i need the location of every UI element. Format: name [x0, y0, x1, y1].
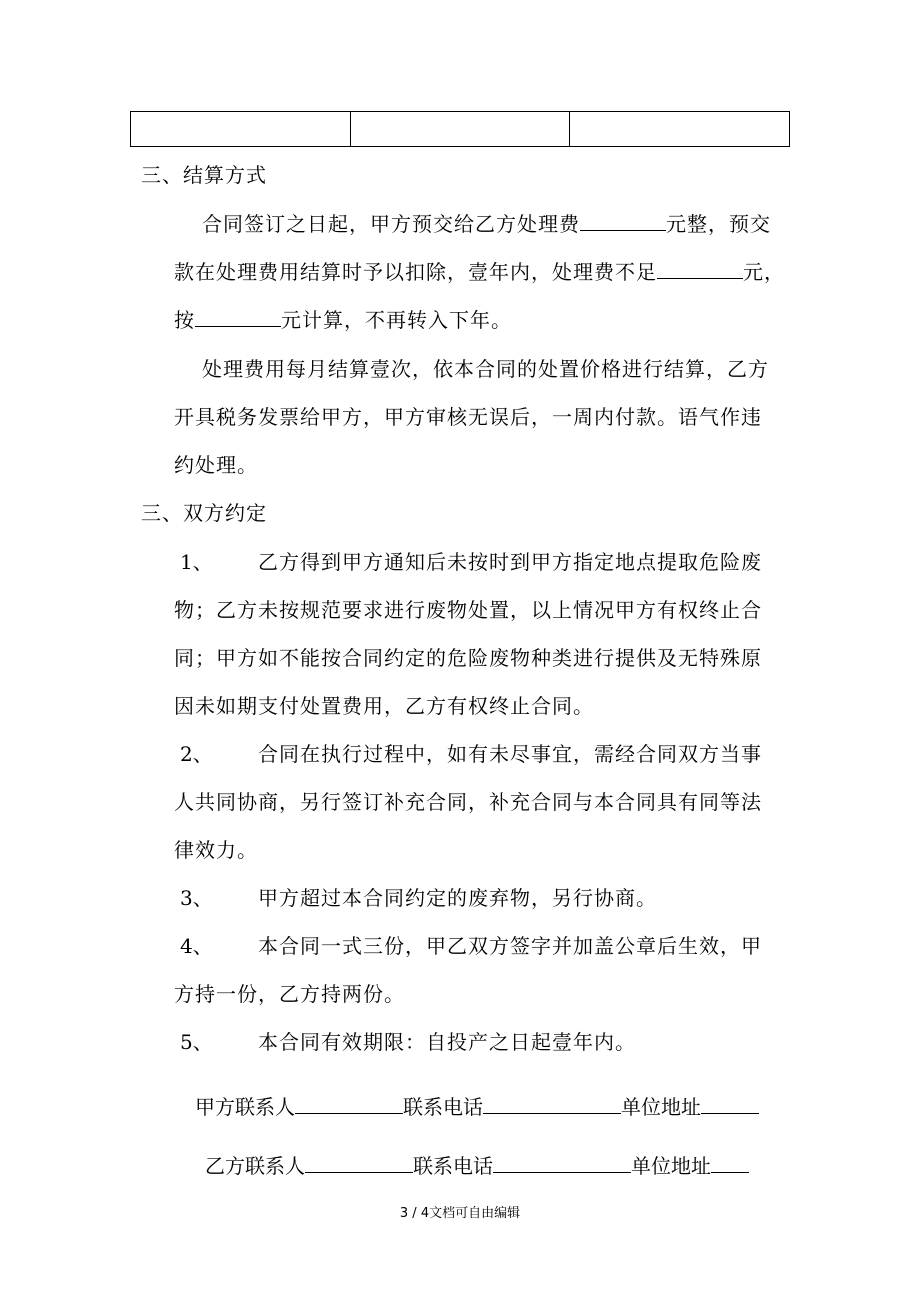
- paragraph-line: 开具税务发票给甲方，甲方审核无误后，一周内付款。语气作违: [174, 405, 762, 429]
- paragraph-line: [174, 307, 512, 333]
- text: 元，: [743, 260, 785, 284]
- table-cell: [131, 112, 351, 146]
- page-footer: 3 / 4文档可自由编辑: [399, 1206, 521, 1221]
- item-line: 律效力。: [174, 838, 258, 862]
- item-number: 1、: [180, 550, 213, 574]
- table-cell: [570, 112, 789, 146]
- contact-label: 乙方联系人: [205, 1154, 305, 1178]
- address-label: 单位地址: [621, 1095, 701, 1119]
- item-line: 同；甲方如不能按合同约定的危险废物种类进行提供及无特殊原: [174, 646, 762, 670]
- item-line: 合同在执行过程中，如有未尽事宜，需经合同双方当事: [258, 742, 762, 766]
- fill-blank[interactable]: [493, 1154, 631, 1173]
- paragraph-line: 约处理。: [174, 453, 258, 477]
- fill-blank[interactable]: [701, 1095, 759, 1114]
- text: 按: [174, 308, 195, 332]
- text: 元整，预交: [666, 212, 771, 236]
- fill-blank[interactable]: [580, 212, 666, 231]
- fill-blank[interactable]: [305, 1154, 413, 1173]
- item-number: 4、: [180, 934, 213, 958]
- item-number: 2、: [180, 742, 213, 766]
- item-number: 3、: [180, 886, 213, 910]
- contact-label: 甲方联系人: [195, 1095, 295, 1119]
- item-line: 物；乙方未按规范要求进行废物处置，以上情况甲方有权终止合: [174, 598, 762, 622]
- table-cell: [351, 112, 571, 146]
- contact-line-party-b: [205, 1153, 749, 1179]
- fill-blank[interactable]: [295, 1095, 403, 1114]
- address-label: 单位地址: [631, 1154, 711, 1178]
- item-line: 人共同协商，另行签订补充合同，补充合同与本合同具有同等法: [174, 790, 762, 814]
- phone-label: 联系电话: [403, 1095, 483, 1119]
- paragraph-line: [174, 259, 785, 285]
- item-line: 方持一份，乙方持两份。: [174, 982, 405, 1006]
- text: 元计算，不再转入下年。: [281, 308, 512, 332]
- table-row: [130, 111, 790, 147]
- contact-line-party-a: [195, 1094, 759, 1120]
- section-heading-settlement: 三、结算方式: [141, 163, 267, 187]
- fill-blank[interactable]: [711, 1154, 749, 1173]
- paragraph-line: [202, 211, 771, 237]
- fill-blank[interactable]: [483, 1095, 621, 1114]
- item-number: 5、: [180, 1030, 213, 1054]
- item-line: 乙方得到甲方通知后未按时到甲方指定地点提取危险废: [258, 550, 762, 574]
- phone-label: 联系电话: [413, 1154, 493, 1178]
- item-line: 本合同有效期限：自投产之日起壹年内。: [258, 1030, 636, 1054]
- fill-blank[interactable]: [657, 260, 743, 279]
- item-line: 甲方超过本合同约定的废弃物，另行协商。: [258, 886, 657, 910]
- text: 款在处理费用结算时予以扣除，壹年内，处理费不足: [174, 260, 657, 284]
- text: 合同签订之日起，甲方预交给乙方处理费: [202, 212, 580, 236]
- section-heading-agreement: 三、双方约定: [141, 501, 267, 525]
- paragraph-line: 处理费用每月结算壹次，依本合同的处置价格进行结算，乙方: [202, 357, 769, 381]
- fill-blank[interactable]: [195, 308, 281, 327]
- item-line: 本合同一式三份，甲乙双方签字并加盖公章后生效，甲: [258, 934, 762, 958]
- item-line: 因未如期支付处置费用，乙方有权终止合同。: [174, 694, 594, 718]
